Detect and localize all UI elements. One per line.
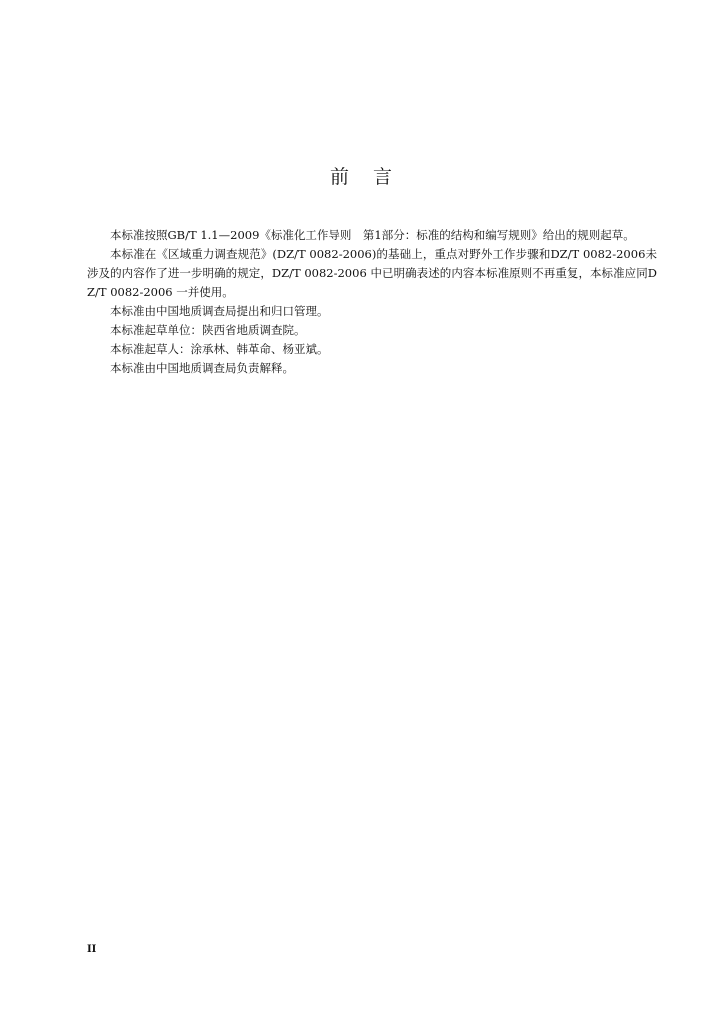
paragraph-drafting-rules: 本标准按照GB/T 1.1—2009《标准化工作导则 第1部分：标准的结构和编写规则》给出的规则起草。 (110, 228, 635, 242)
page-number: II (87, 944, 97, 955)
title-char-2: 言 (373, 166, 395, 188)
foreword-body (87, 226, 657, 378)
paragraph-drafters: 本标准起草人：涂承林、韩革命、杨亚斌。 (110, 342, 329, 356)
paragraph-interpretation: 本标准由中国地质调查局负责解释。 (110, 361, 294, 375)
paragraph-drafting-unit: 本标准起草单位：陕西省地质调查院。 (110, 323, 306, 337)
page-title (0, 162, 724, 189)
paragraph-proposer: 本标准由中国地质调查局提出和归口管理。 (110, 304, 329, 318)
title-char-1: 前 (329, 166, 351, 188)
paragraph-scope: 本标准在《区域重力调查规范》(DZ/T 0082-2006)的基础上，重点对野外工作步骤和DZ/T 0082-2006未涉及的内容作了进一步明确的规定，DZ/T 0082-2006 中已明确表述的内容本标准原则不再重复，本标准应同DZ/T 0082-2006 一并使用。 (87, 247, 657, 299)
